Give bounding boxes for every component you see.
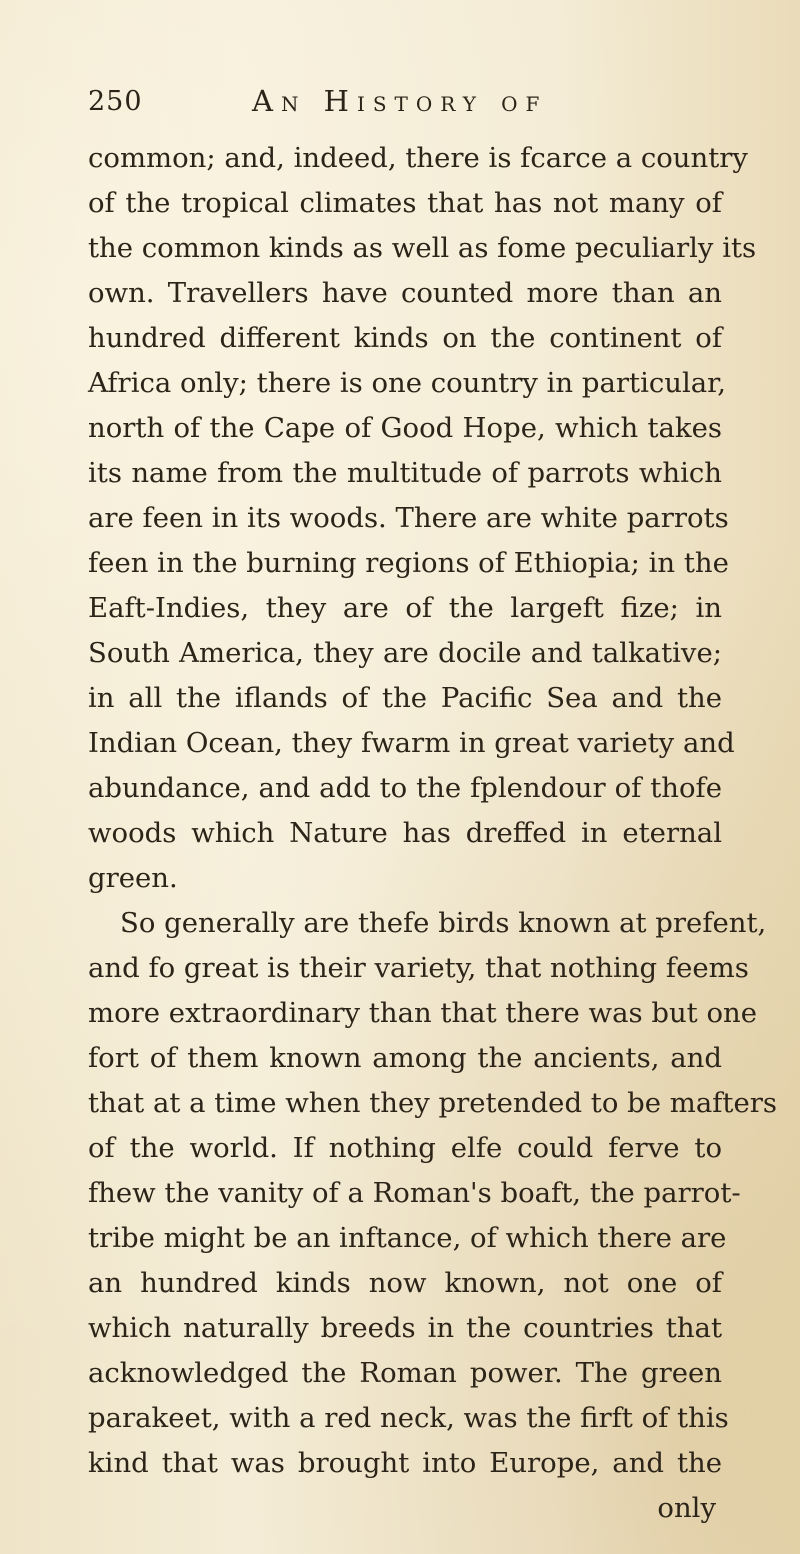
body-text bbox=[88, 136, 777, 1531]
text-line: acknowledged the Roman power. The green bbox=[88, 1357, 722, 1389]
text-line: Eaft-Indies, they are of the largeft fize; in bbox=[88, 592, 722, 624]
text-line-paragraph-start: So generally are thefe birds known at prefent, bbox=[120, 907, 767, 939]
text-line: its name from the multitude of parrots which bbox=[88, 457, 722, 489]
text-line-paragraph-end: green. bbox=[88, 862, 178, 894]
text-line: own. Travellers have counted more than an bbox=[88, 277, 722, 309]
text-line: north of the Cape of Good Hope, which takes bbox=[88, 412, 722, 444]
text-line: which naturally breeds in the countries that bbox=[88, 1312, 722, 1344]
text-line: fort of them known among the ancients, and bbox=[88, 1042, 722, 1074]
text-line: kind that was brought into Europe, and the bbox=[88, 1447, 722, 1479]
running-title: An History of bbox=[252, 84, 548, 118]
text-line: an hundred kinds now known, not one of bbox=[88, 1267, 722, 1299]
text-line: South America, they are docile and talkative; bbox=[88, 637, 722, 669]
text-line: fhew the vanity of a Roman's boaft, the parrot- bbox=[88, 1177, 741, 1209]
page-number: 250 bbox=[88, 86, 143, 117]
text-line: woods which Nature has dreffed in eternal bbox=[88, 817, 722, 849]
text-line: Africa only; there is one country in particular, bbox=[88, 367, 727, 399]
text-line: and fo great is their variety, that nothing feems bbox=[88, 952, 749, 984]
text-line: hundred different kinds on the continent of bbox=[88, 322, 722, 354]
text-line: abundance, and add to the fplendour of thofe bbox=[88, 772, 722, 804]
text-line: the common kinds as well as fome peculiarly its bbox=[88, 232, 757, 264]
text-line: of the world. If nothing elfe could ferve to bbox=[88, 1132, 722, 1164]
text-line: that at a time when they pretended to be mafters bbox=[88, 1087, 777, 1119]
catchword: only bbox=[657, 1492, 716, 1524]
text-line: feen in the burning regions of Ethiopia; in the bbox=[88, 547, 729, 579]
text-line: parakeet, with a red neck, was the firft of this bbox=[88, 1402, 729, 1434]
text-line: Indian Ocean, they fwarm in great variety and bbox=[88, 727, 735, 759]
text-line: tribe might be an inftance, of which there are bbox=[88, 1222, 727, 1254]
text-line: of the tropical climates that has not many of bbox=[88, 187, 722, 219]
text-line: common; and, indeed, there is fcarce a country bbox=[88, 142, 748, 174]
text-line: more extraordinary than that there was but one bbox=[88, 997, 757, 1029]
running-head bbox=[88, 86, 728, 126]
text-line: are feen in its woods. There are white parrots bbox=[88, 502, 729, 534]
text-line: in all the iflands of the Pacific Sea and the bbox=[88, 682, 722, 714]
